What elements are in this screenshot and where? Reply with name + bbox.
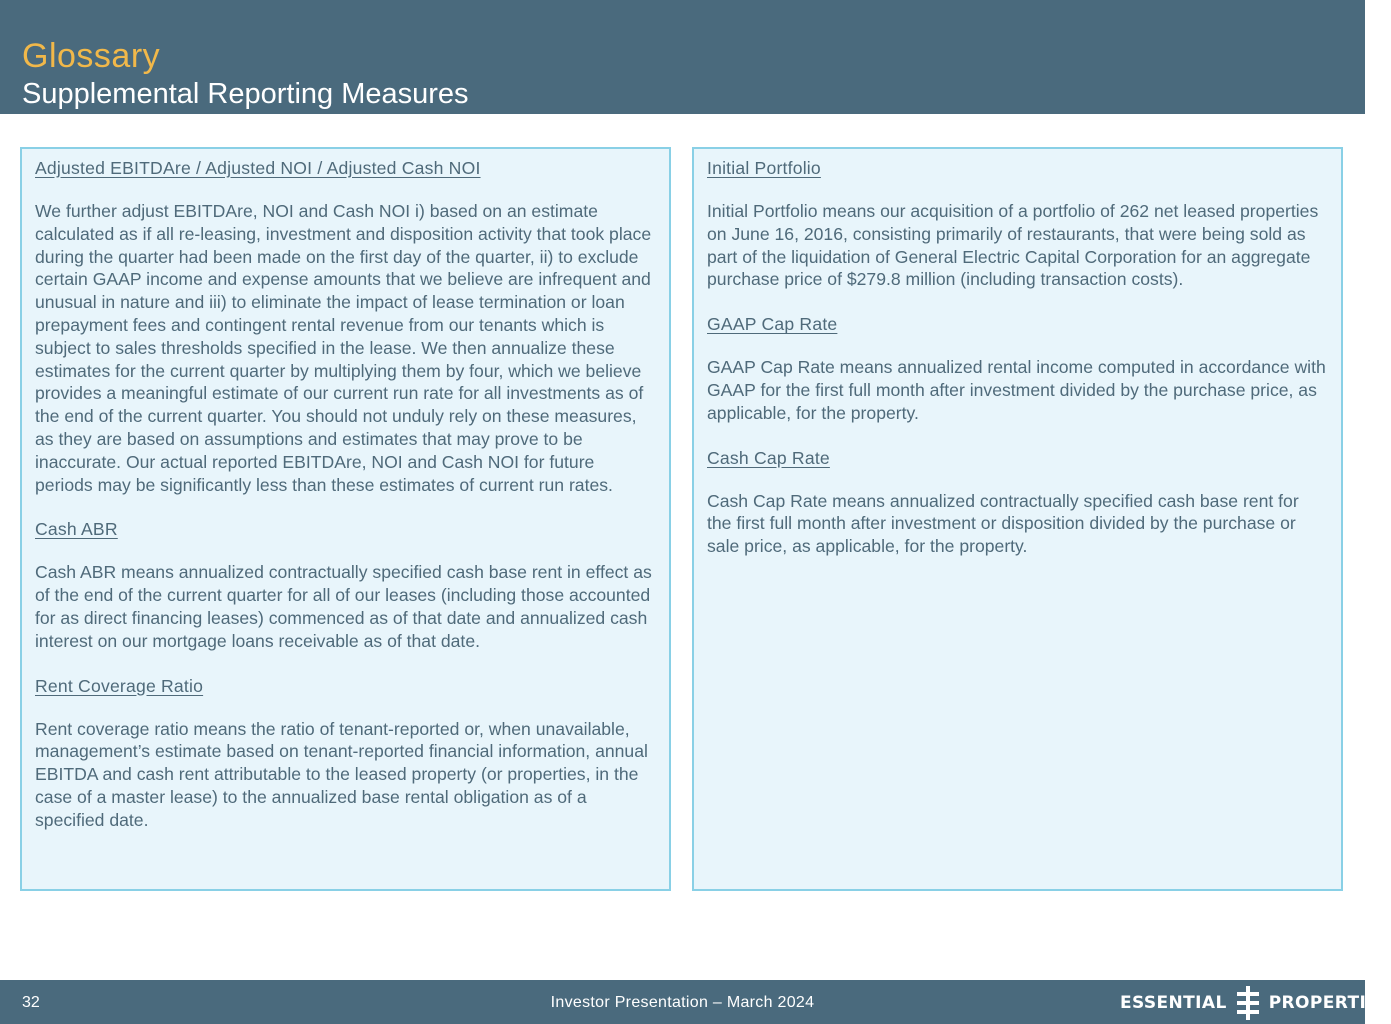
definition-cash-abr: Cash ABR means annualized contractually specified cash base rent in effect as of the end of the current quarter for all of our leases (including those accounted for as direct financing leases) commenced as of that date and annualized cash interest on our mortgage loans receivable as of that date. <box>35 562 652 651</box>
glossary-panel-left <box>20 147 671 891</box>
page-title: Glossary <box>22 37 161 75</box>
presentation-label: Investor Presentation – March 2024 <box>550 994 815 1011</box>
header-bar <box>0 0 1365 114</box>
definition-cash-cap-rate: Cash Cap Rate means annualized contractually specified cash base rent for the first full month after investment or disposition divided by the purchase or sale price, as applicable, for the property. <box>707 490 1299 557</box>
glossary-panel-right <box>692 147 1343 891</box>
term-adjusted-ebitdare: Adjusted EBITDAre / Adjusted NOI / Adjusted Cash NOI <box>35 158 481 178</box>
definition-gaap-cap-rate: GAAP Cap Rate means annualized rental income computed in accordance with GAAP for the first full month after investment divided by the purchase price, as applicable, for the property. <box>707 357 1326 423</box>
term-gaap-cap-rate: GAAP Cap Rate <box>707 314 838 335</box>
term-cash-abr: Cash ABR <box>35 519 118 540</box>
page-subtitle: Supplemental Reporting Measures <box>22 78 469 110</box>
logo-mark-icon <box>1235 986 1261 1020</box>
term-cash-cap-rate: Cash Cap Rate <box>707 447 830 468</box>
definition-adjusted-ebitdare: We further adjust EBITDAre, NOI and Cash NOI i) based on an estimate calculated as if all re-leasing, investment and disposition activity that took place during the quarter had been made on the first day of the quarter, ii) to exclude certain GAAP income and expense amounts that we believe are infrequent and unusual in nature and iii) to eliminate the impact of lease termination or loan prepayment fees and contingent rental revenue from our tenants which is subject to sales thresholds specified in the lease. We then annualize these estimates for the current quarter by multiplying them by four, which we believe provides a meaningful estimate of our current run rate for all investments as of the end of the current quarter. You should not unduly rely on these measures, as they are based on assumptions and estimates that may prove to be inaccurate. Our actual reported EBITDAre, NOI and Cash NOI for future periods may be significantly less than these estimates of current run rates. <box>35 201 652 495</box>
term-initial-portfolio: Initial Portfolio <box>707 158 821 178</box>
definition-rent-coverage-ratio: Rent coverage ratio means the ratio of tenant-reported or, when unavailable, management’s estimate based on tenant-reported financial information, annual EBITDA and cash rent attributable to the leased property (or properties, in the case of a master lease) to the annualized base rental obligation as of a specified date. <box>35 718 648 830</box>
logo-text-right: PROPERTIES <box>1268 993 1391 1013</box>
company-logo <box>1120 988 1391 1018</box>
logo-text-left: ESSENTIAL <box>1120 993 1227 1013</box>
term-rent-coverage-ratio: Rent Coverage Ratio <box>35 675 204 696</box>
page-number: 32 <box>22 994 40 1011</box>
footer-bar <box>0 980 1391 1024</box>
definition-initial-portfolio: Initial Portfolio means our acquisition of a portfolio of 262 net leased properties on June 16, 2016, consisting primarily of restaurants, that were being sold as part of the liquidation of General Electric Capital Corporation for an aggregate purchase price of $279.8 million (including transaction costs). <box>707 201 1319 290</box>
